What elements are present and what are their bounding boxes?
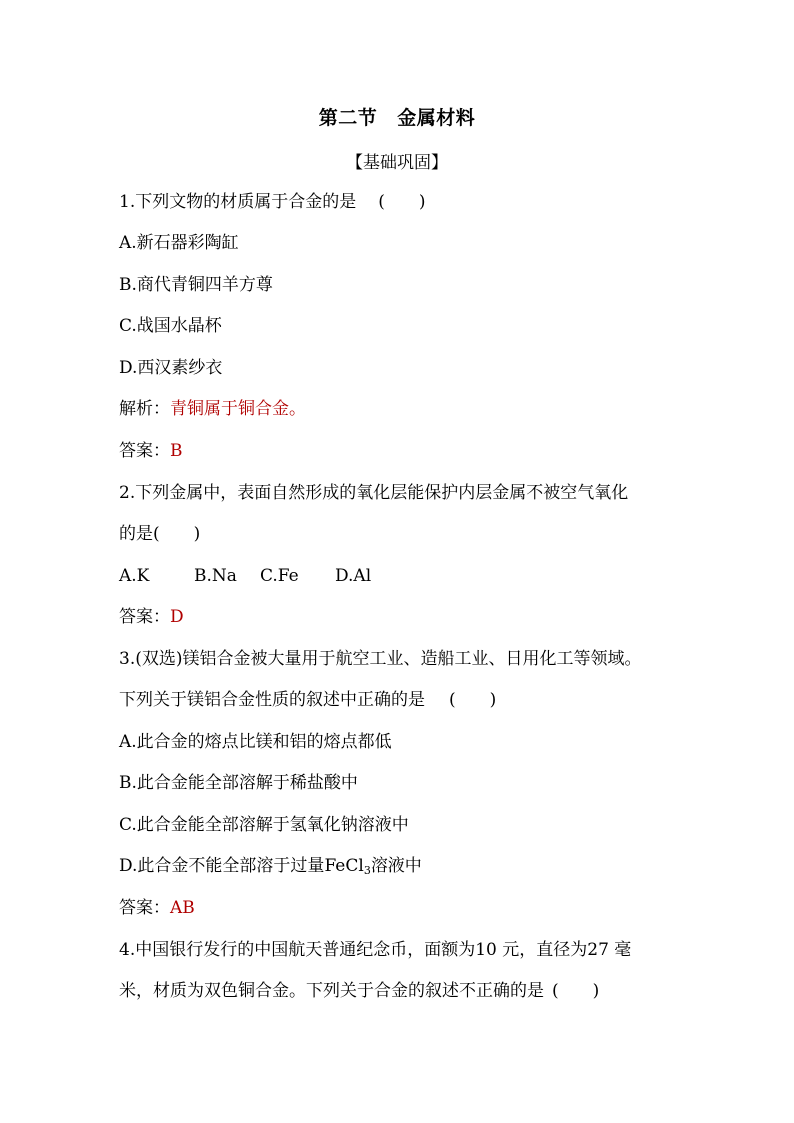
- page-title: [0, 103, 794, 130]
- q2-stem-line1: 2.下列金属中，表面自然形成的氧化层能保护内层金属不被空气氧化: [119, 483, 629, 503]
- q2-option-b: B.Na: [194, 566, 237, 586]
- q3-option-d-subscript: 3: [363, 864, 371, 877]
- q1-option-c: C.战国水晶杯: [119, 316, 222, 336]
- title-topic: 金属材料: [397, 107, 476, 129]
- q4-answer-paren: ( ): [552, 981, 600, 1001]
- q1-analysis: [119, 397, 306, 421]
- q1-option-b: B.商代青铜四羊方尊: [119, 275, 273, 295]
- section-heading: 【基础巩固】: [346, 153, 448, 173]
- q3-answer: [119, 896, 195, 920]
- q2-option-a: A.K: [119, 566, 150, 586]
- q3-answer-label: 答案：: [119, 898, 170, 918]
- q1-answer-label: 答案：: [119, 441, 170, 461]
- title-section-number: 第二节: [318, 107, 378, 129]
- q1-answer-paren: ( ): [378, 192, 426, 212]
- q3-option-a: A.此合金的熔点比镁和铝的熔点都低: [119, 732, 392, 752]
- q2-answer-value: D: [170, 607, 184, 627]
- q3-stem-line1: 3.(双选)镁铝合金被大量用于航空工业、造船工业、日用化工等领域。: [119, 649, 642, 669]
- q2-option-c: C.Fe: [260, 566, 299, 586]
- q2-options: [119, 564, 371, 588]
- q1-stem: [119, 190, 426, 214]
- q3-option-b: B.此合金能全部溶解于稀盐酸中: [119, 773, 358, 793]
- q2-option-d: D.Al: [335, 566, 372, 586]
- q4-stem-line1: 4.中国银行发行的中国航天普通纪念币，面额为10 元，直径为27 毫: [119, 940, 632, 960]
- q4-stem-text: 米，材质为双色铜合金。下列关于合金的叙述不正确的是: [119, 981, 544, 1001]
- q3-answer-paren: ( ): [449, 690, 497, 710]
- q1-option-d: D.西汉素纱衣: [119, 358, 223, 378]
- q3-option-d-suffix: 溶液中: [370, 856, 422, 876]
- q4-stem-line2: [119, 979, 599, 1003]
- q1-analysis-text: 青铜属于铜合金。: [170, 399, 306, 419]
- q3-option-c: C.此合金能全部溶解于氢氧化钠溶液中: [119, 815, 409, 835]
- q2-answer-label: 答案：: [119, 607, 170, 627]
- q1-answer-value: B: [170, 441, 183, 461]
- q3-answer-value: AB: [170, 898, 195, 918]
- q2-stem-line2: 的是( ): [119, 524, 201, 544]
- q2-answer: [119, 605, 184, 629]
- q3-option-d-text: D.此合金不能全部溶于过量: [119, 856, 325, 876]
- q1-option-a: A.新石器彩陶缸: [119, 233, 239, 253]
- q3-stem-line2: [119, 688, 496, 712]
- q3-option-d-formula: FeCl: [324, 856, 364, 876]
- q3-stem-text: 下列关于镁铝合金性质的叙述中正确的是: [119, 690, 425, 710]
- q1-analysis-label: 解析：: [119, 399, 170, 419]
- q3-option-d: [119, 854, 422, 883]
- q1-answer: [119, 439, 183, 463]
- q1-stem-text: 1.下列文物的材质属于合金的是: [119, 192, 357, 212]
